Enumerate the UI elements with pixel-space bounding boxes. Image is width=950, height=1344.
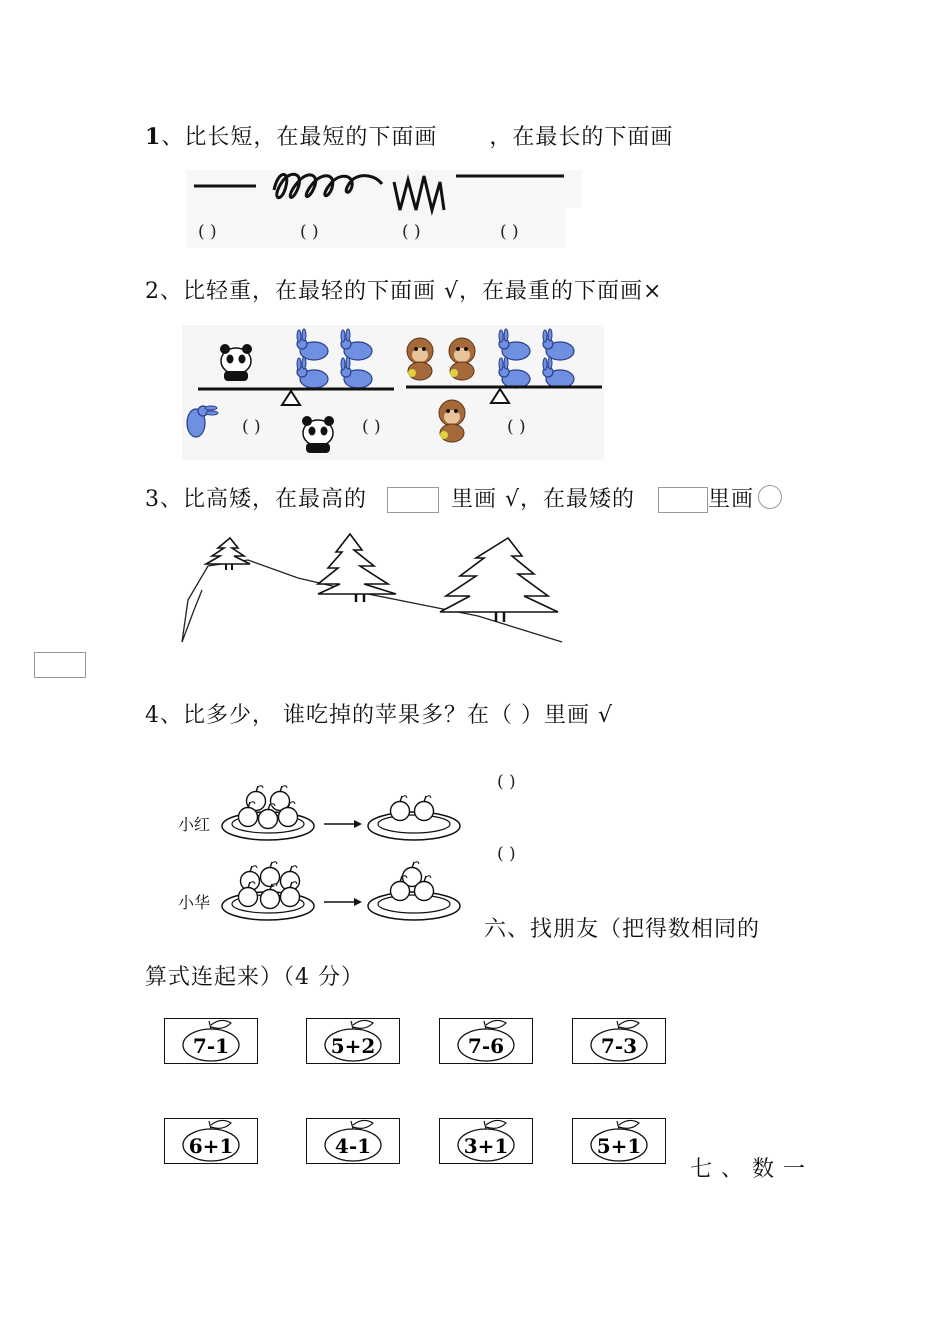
question-1-text-a: 比长短，在最短的下面画 bbox=[184, 125, 438, 150]
rabbit-icon bbox=[297, 357, 328, 388]
apple-icon bbox=[261, 862, 280, 887]
answer-paren-xiaohua[interactable]: ( ) bbox=[497, 844, 516, 864]
row-label-xiaohong: 小红 bbox=[178, 815, 211, 834]
tree-icon bbox=[440, 538, 558, 612]
empty-box bbox=[34, 652, 86, 678]
expression-card[interactable] bbox=[164, 1018, 258, 1064]
balance-figure bbox=[182, 325, 604, 460]
apples-figure bbox=[176, 776, 468, 924]
answer-paren: ( ) bbox=[300, 222, 319, 242]
panda-icon bbox=[302, 416, 334, 453]
question-number: 1 bbox=[145, 124, 162, 150]
lines-figure bbox=[186, 170, 582, 248]
shortest-answer-box[interactable] bbox=[658, 487, 708, 513]
monkey-icon bbox=[407, 338, 433, 380]
question-3-text-c: 里画 bbox=[708, 487, 755, 512]
answer-paren: ( ) bbox=[242, 417, 261, 437]
expression-text: 4-1 bbox=[334, 1134, 372, 1158]
answer-paren: ( ) bbox=[198, 222, 217, 242]
rabbit-icon bbox=[499, 329, 530, 360]
question-3-text-a: 3、比高矮，在最高的 bbox=[145, 487, 367, 512]
apple-icon bbox=[241, 866, 260, 891]
section-6-heading-line2: 算式连起来）（4 分） bbox=[145, 965, 364, 990]
answer-paren: ( ) bbox=[500, 222, 519, 242]
expression-card[interactable] bbox=[164, 1118, 258, 1164]
zigzag-line bbox=[394, 176, 444, 210]
lines-drawing bbox=[186, 170, 582, 248]
panda-icon bbox=[220, 344, 252, 381]
rabbit-icon bbox=[341, 329, 372, 360]
question-1-text-b: ，在最长的下面画 bbox=[489, 125, 674, 150]
section-6-heading-line1: 六、找朋友（把得数相同的 bbox=[484, 917, 761, 942]
rabbit-icon bbox=[341, 357, 372, 388]
question-2-title: 2、比轻重，在最轻的下面画 √，在最重的下面画× bbox=[145, 279, 663, 304]
rabbit-icon bbox=[187, 406, 218, 437]
rabbit-icon bbox=[297, 329, 328, 360]
answer-paren-xiaohong[interactable]: ( ) bbox=[497, 772, 516, 792]
question-4-title: 4、比多少， 谁吃掉的苹果多？在（ ）里画 √ bbox=[145, 703, 613, 728]
expression-card[interactable] bbox=[572, 1118, 666, 1164]
monkey-icon bbox=[439, 400, 465, 442]
answer-paren: ( ) bbox=[402, 222, 421, 242]
apple-icon bbox=[415, 796, 434, 821]
apple-icon bbox=[391, 796, 410, 821]
monkey-icon bbox=[449, 338, 475, 380]
expression-text: 7-6 bbox=[467, 1034, 505, 1058]
expression-text: 7-3 bbox=[600, 1034, 638, 1058]
expression-card[interactable] bbox=[439, 1118, 533, 1164]
expression-text: 3+1 bbox=[463, 1134, 509, 1158]
expression-card[interactable] bbox=[439, 1018, 533, 1064]
white-patch bbox=[566, 208, 582, 248]
apple-icon bbox=[271, 786, 290, 811]
question-3-text-b: 里画 √，在最矮的 bbox=[451, 487, 636, 512]
answer-paren: ( ) bbox=[507, 417, 526, 437]
row-label-xiaohua: 小华 bbox=[178, 893, 211, 912]
apple-icon bbox=[247, 786, 266, 811]
question-1-title bbox=[145, 120, 673, 151]
rabbit-icon bbox=[543, 357, 574, 388]
apples-drawing bbox=[176, 776, 468, 924]
expression-card[interactable] bbox=[572, 1018, 666, 1064]
trees-figure bbox=[178, 530, 568, 648]
expression-text: 5+1 bbox=[596, 1134, 642, 1158]
circle-icon bbox=[758, 485, 782, 509]
trees-drawing bbox=[178, 530, 568, 648]
rabbit-icon bbox=[499, 357, 530, 388]
coil-line bbox=[274, 174, 382, 197]
balance-drawing bbox=[182, 325, 604, 460]
answer-paren: ( ) bbox=[362, 417, 381, 437]
tree-icon bbox=[206, 538, 250, 564]
expression-text: 5+2 bbox=[330, 1034, 376, 1058]
expression-card[interactable] bbox=[306, 1118, 400, 1164]
expression-text: 6+1 bbox=[188, 1134, 234, 1158]
question-3-title bbox=[145, 482, 367, 513]
separator: 、 bbox=[161, 125, 185, 150]
section-7-heading: 七 、 数 一 bbox=[690, 1157, 806, 1182]
tallest-answer-box[interactable] bbox=[387, 487, 439, 513]
expression-card[interactable] bbox=[306, 1018, 400, 1064]
expression-text: 7-1 bbox=[192, 1034, 230, 1058]
rabbit-icon bbox=[543, 329, 574, 360]
apple-icon bbox=[261, 884, 280, 909]
